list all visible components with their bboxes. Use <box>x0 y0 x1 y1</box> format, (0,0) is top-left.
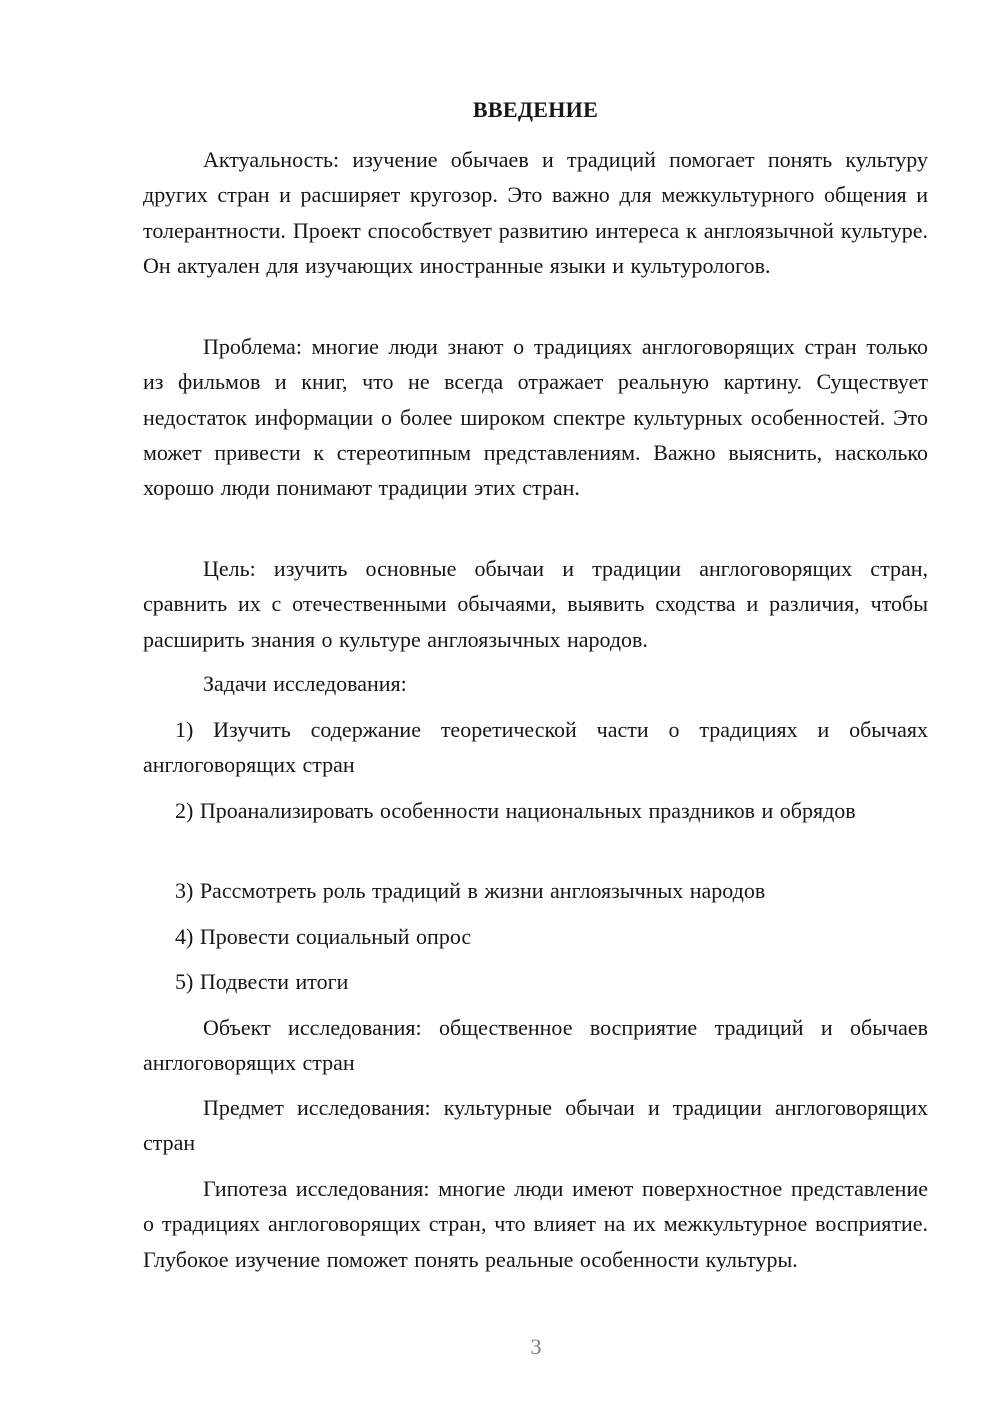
task-item-1: 1) Изучить содержание теоретической части о традициях и обычаях англоговорящих стран <box>143 717 928 778</box>
object-paragraph: Объект исследования: общественное восприятие традиций и обычаев англоговорящих стран <box>143 1015 928 1076</box>
task-item-5: 5) Подвести итоги <box>175 969 349 994</box>
goal-paragraph: Цель: изучить основные обычаи и традиции англоговорящих стран, сравнить их с отечественными обычаями, выявить сходства и различия, чтобы расширить знания о культуре англоязычных народов. <box>143 556 928 652</box>
tasks-heading: Задачи исследования: <box>203 671 407 696</box>
problem-paragraph: Проблема: многие люди знают о традициях англоговорящих стран только из фильмов и книг, что не всегда отражает реальную картину. Существует недостаток информации о более широком спектре культурных особенностей. Это может привести к стереотипным представлениям. Важно выяснить, насколько хорошо люди понимают традиции этих стран. <box>143 334 928 501</box>
task-item-2: 2) Проанализировать особенности национальных праздников и обрядов <box>175 798 856 823</box>
hypothesis-paragraph: Гипотеза исследования: многие люди имеют поверхностное представление о традициях англоговорящих стран, что влияет на их межкультурное восприятие. Глубокое изучение поможет понять реальные особенности культуры. <box>143 1176 928 1272</box>
page-title: ВВЕДЕНИЕ <box>472 97 599 122</box>
subject-paragraph: Предмет исследования: культурные обычаи и традиции англоговорящих стран <box>143 1095 928 1156</box>
task-item-4: 4) Провести социальный опрос <box>175 924 472 949</box>
page-number: 3 <box>530 1334 542 1359</box>
task-item-3: 3) Рассмотреть роль традиций в жизни англоязычных народов <box>175 878 766 903</box>
relevance-paragraph: Актуальность: изучение обычаев и традиций помогает понять культуру других стран и расширяет кругозор. Это важно для межкультурного общения и толерантности. Проект способствует развитию интереса к англоязычной культуре. Он актуален для изучающих иностранные языки и культурологов. <box>143 147 928 278</box>
